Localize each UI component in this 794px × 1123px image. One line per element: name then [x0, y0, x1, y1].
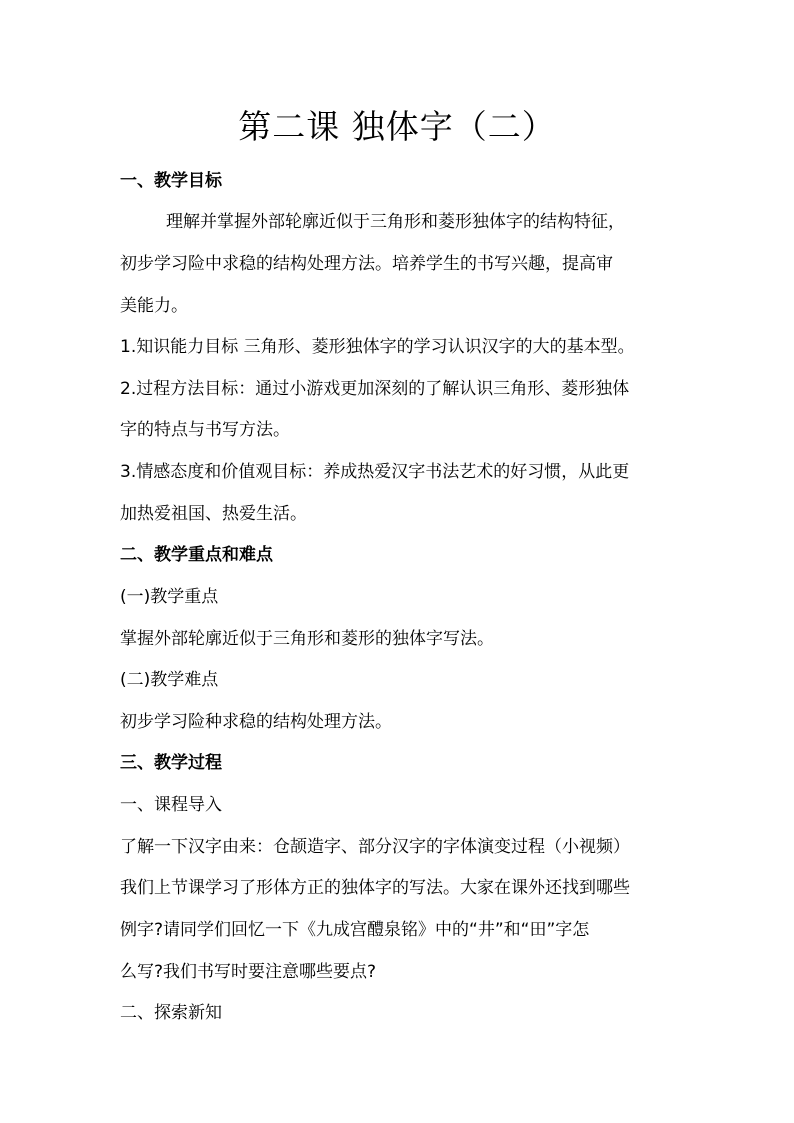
paragraph-line: 字的特点与书写方法。 — [120, 420, 290, 440]
section-heading-process: 三、教学过程 — [120, 753, 222, 773]
paragraph-line: 例字?请同学们回忆一下《九成宫醴泉铭》中的“井”和“田”字怎 — [120, 920, 590, 940]
paragraph-line: 1.知识能力目标 三角形、菱形独体字的学习认识汉字的大的基本型。 — [120, 337, 635, 357]
section-heading-key-points: 二、教学重点和难点 — [120, 545, 273, 565]
paragraph-line: 了解一下汉字由来：仓颉造字、部分汉字的字体演变过程（小视频） — [120, 837, 630, 857]
paragraph-line: 3.情感态度和价值观目标：养成热爱汉字书法艺术的好习惯，从此更 — [120, 462, 630, 482]
page-title: 第二课 独体字（二） — [238, 107, 556, 146]
paragraph-line: 初步学习险中求稳的结构处理方法。培养学生的书写兴趣，提高审 — [120, 254, 613, 274]
paragraph-line: 掌握外部轮廓近似于三角形和菱形的独体字写法。 — [120, 629, 494, 649]
subheading-line: (二)教学难点 — [120, 670, 219, 690]
section-heading-objectives: 一、教学目标 — [120, 171, 222, 191]
paragraph-line: 我们上节课学习了形体方正的独体字的写法。大家在课外还找到哪些 — [120, 878, 630, 898]
paragraph-line: 么写?我们书写时要注意哪些要点? — [120, 962, 377, 982]
paragraph-line: 2.过程方法目标：通过小游戏更加深刻的了解认识三角形、菱形独体 — [120, 379, 630, 399]
subheading-line: (一)教学重点 — [120, 587, 219, 607]
subheading-line: 一、课程导入 — [120, 795, 222, 815]
paragraph-line: 加热爱祖国、热爱生活。 — [120, 504, 307, 524]
subheading-line: 二、探索新知 — [120, 1003, 222, 1023]
paragraph-line: 理解并掌握外部轮廓近似于三角形和菱形独体字的结构特征， — [166, 212, 625, 232]
paragraph-line: 美能力。 — [120, 296, 188, 316]
paragraph-line: 初步学习险种求稳的结构处理方法。 — [120, 712, 392, 732]
